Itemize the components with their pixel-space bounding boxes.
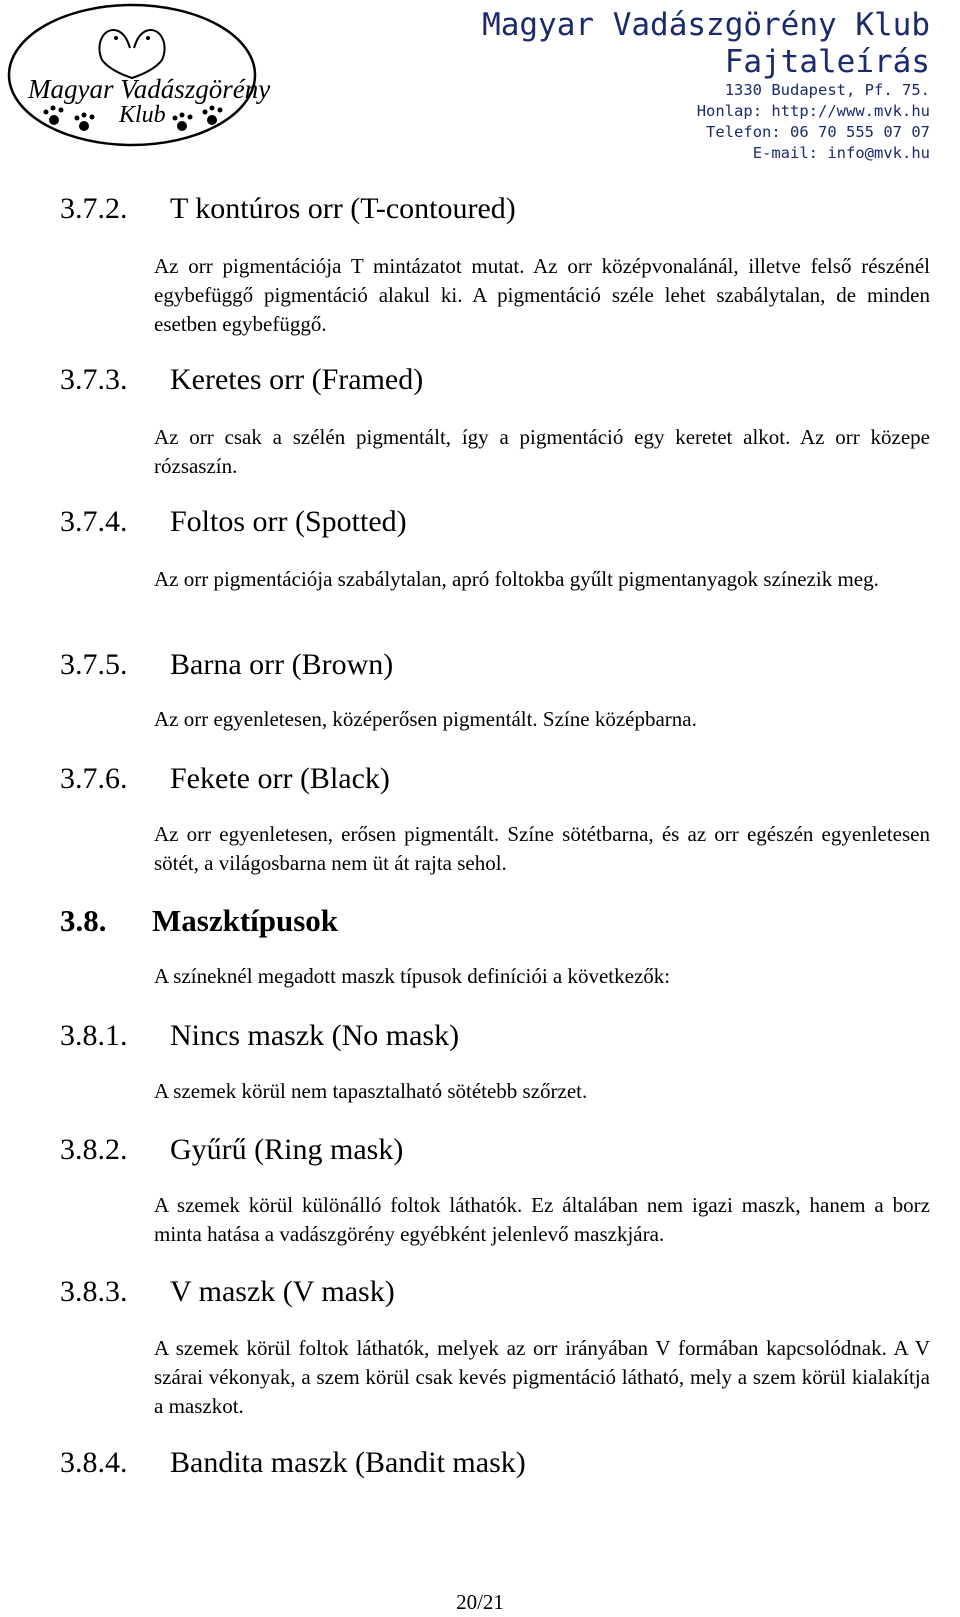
paragraph-3-8: A színeknél megadott maszk típusok definíciói a következők: xyxy=(154,964,671,988)
heading-title: Bandita maszk (Bandit mask) xyxy=(170,1446,526,1479)
heading-3-7-5 xyxy=(60,648,393,682)
club-logo xyxy=(6,2,271,148)
heading-number: 3.8.1. xyxy=(60,1019,128,1052)
heading-number: 3.7.4. xyxy=(60,505,128,538)
heading-number: 3.8.2. xyxy=(60,1133,128,1166)
heading-3-7-3 xyxy=(60,363,423,397)
header-club-name: Magyar Vadászgörény Klub xyxy=(482,7,930,43)
header-subtitle: Fajtaleírás xyxy=(724,44,930,80)
heading-title: Foltos orr (Spotted) xyxy=(170,505,407,538)
heading-title: Keretes orr (Framed) xyxy=(170,363,424,396)
heading-number: 3.8.3. xyxy=(60,1275,128,1308)
heading-3-8 xyxy=(60,904,338,938)
heading-title: Fekete orr (Black) xyxy=(170,762,390,795)
paragraph-3-7-6: Az orr egyenletesen, erősen pigmentált. Színe sötétbarna, és az orr egészén egyenletesen sötét, a világosbarna nem üt át rajta sehol. xyxy=(154,822,930,875)
heading-title: T kontúros orr (T-contoured) xyxy=(170,192,516,225)
heading-title: V maszk (V mask) xyxy=(170,1275,395,1308)
header-website: Honlap: http://www.mvk.hu xyxy=(696,102,930,120)
heading-3-7-6 xyxy=(60,762,390,796)
paragraph-3-8-3: A szemek körül foltok láthatók, melyek az orr irányában V formában kapcsolódnak. A V szárai vékonyak, a szem körül csak kevés pigmentáció látható, mely a szem körül kialakítja a maszkot. xyxy=(154,1336,930,1418)
heading-3-8-4 xyxy=(60,1446,526,1480)
paragraph-3-7-3: Az orr csak a szélén pigmentált, így a pigmentáció egy keretet alkot. Az orr közepe rózsaszín. xyxy=(154,425,930,478)
paragraph-3-8-1: A szemek körül nem tapasztalható sötétebb szőrzet. xyxy=(154,1079,588,1103)
heading-title: Nincs maszk (No mask) xyxy=(170,1019,460,1052)
heading-title: Gyűrű (Ring mask) xyxy=(170,1133,404,1166)
heading-number: 3.7.2. xyxy=(60,192,128,225)
paragraph-3-7-2: Az orr pigmentációja T mintázatot mutat. Az orr középvonalánál, illetve felső részénél egybefüggő pigmentáció alakul ki. A pigmentáció széle lehet szabálytalan, de minden esetben egybefüggő. xyxy=(154,254,930,336)
page-header xyxy=(482,6,930,164)
logo-text-line2: Klub xyxy=(119,102,166,128)
heading-3-8-1 xyxy=(60,1019,459,1053)
heading-3-8-3 xyxy=(60,1275,395,1309)
heading-3-8-2 xyxy=(60,1133,403,1167)
header-email: E-mail: info@mvk.hu xyxy=(752,144,930,162)
header-phone: Telefon: 06 70 555 07 07 xyxy=(706,123,930,141)
heading-number: 3.8.4. xyxy=(60,1446,128,1479)
heading-number: 3.7.5. xyxy=(60,648,128,681)
heading-3-7-2 xyxy=(60,192,516,226)
heading-number: 3.7.3. xyxy=(60,363,128,396)
logo-text-line1: Magyar Vadászgörény xyxy=(28,74,271,104)
header-address: 1330 Budapest, Pf. 75. xyxy=(724,81,930,99)
heading-title: Maszktípusok xyxy=(152,903,339,938)
heading-number: 3.7.6. xyxy=(60,762,128,795)
paragraph-3-8-2: A szemek körül különálló foltok láthatók. Ez általában nem igazi maszk, hanem a borz minta hatása a vadászgörény egyébként jelenlevő maszkjára. xyxy=(154,1193,930,1246)
page-number: 20/21 xyxy=(456,1590,504,1614)
paragraph-3-7-5: Az orr egyenletesen, középerősen pigmentált. Színe középbarna. xyxy=(154,707,697,731)
heading-title: Barna orr (Brown) xyxy=(170,648,394,681)
paragraph-3-7-4: Az orr pigmentációja szabálytalan, apró foltokba gyűlt pigmentanyagok színezik meg. xyxy=(154,567,879,591)
heading-number: 3.8. xyxy=(60,903,107,938)
heading-3-7-4 xyxy=(60,505,407,539)
